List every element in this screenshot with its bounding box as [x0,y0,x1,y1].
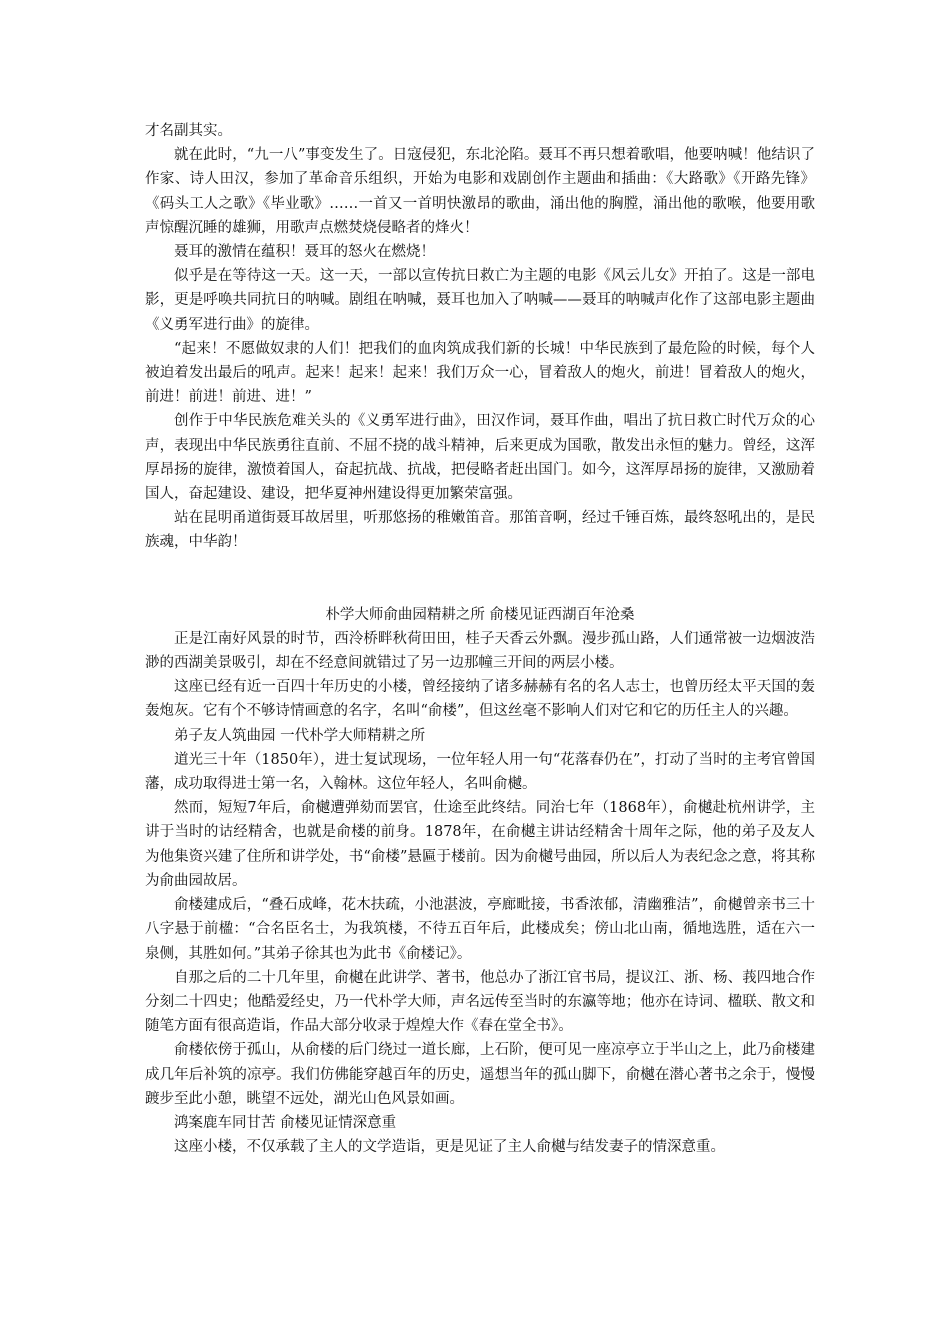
paragraph: 道光三十年（1850年），进士复试现场，一位年轻人用一句“花落春仍在”，打动了当时的主考官曾国藩，成功取得进士第一名，入翰林。这位年轻人，名叫俞樾。 [145,751,815,793]
paragraph: 创作于中华民族危难关头的《义勇军进行曲》，田汉作词，聂耳作曲，唱出了抗日救亡时代万众的心声，表现出中华民族勇往直前、不屈不挠的战斗精神，后来更成为国歌，散发出永恒的魅力。曾经，这浑厚昂扬的旋律，激愤着国人，奋起抗战、抗战，把侵略者赶出国门。如今，这浑厚昂扬的旋律，又激励着国人，奋起建设、建设，把华夏神州建设得更加繁荣富强。 [145,413,815,503]
anthem-lyrics-quote: “起来！不愿做奴隶的人们！把我们的血肉筑成我们新的长城！中华民族到了最危险的时候，每个人被迫着发出最后的吼声。起来！起来！起来！我们万众一心，冒着敌人的炮火，前进！冒着敌人的炮火，前进！前进！前进、进！” [145,340,815,406]
section-spacer [145,555,815,603]
article-title: 朴学大师俞曲园精耕之所 俞楼见证西湖百年沧桑 [325,606,635,623]
document-page [145,119,815,1159]
paragraph: 俞楼依傍于孤山，从俞楼的后门绕过一道长廊，上石阶，便可见一座凉亭立于半山之上，此乃俞楼建成几年后补筑的凉亭。我们仿佛能穿越百年的历史，遥想当年的孤山脚下，俞樾在潜心著书之余于，慢慢踱步至此小憩，眺望不远处，湖光山色风景如画。 [145,1042,815,1107]
paragraph: 然而，短短7年后，俞樾遭弹劾而罢官，仕途至此终结。同治七年（1868年），俞樾赴杭州讲学，主讲于当时的诂经精舍，也就是俞楼的前身。1878年，在俞樾主讲诂经精舍十周年之际，他的弟子及友人为他集资兴建了住所和讲学处，书“俞楼”悬匾于楼前。因为俞樾号曲园，所以后人为表纪念之意，将其称为俞曲园故居。 [145,800,815,889]
paragraph: 正是江南好风景的时节，西泠桥畔秋荷田田，桂子天香云外飘。漫步孤山路，人们通常被一边烟波浩渺的西湖美景吸引，却在不经意间就错过了另一边那幢三开间的两层小楼。 [145,630,815,672]
paragraph-continuation: 才名副其实。 [145,123,232,139]
paragraph: 自那之后的二十几年里，俞樾在此讲学、著书，他总办了浙江官书局，提议江、浙、杨、莪四地合作分刻二十四史；他酷爱经史，乃一代朴学大师，声名远传至当时的东瀛等地；他亦在诗词、楹联、散文和随笔方面有很高造诣，作品大部分收录于煌煌大作《春在堂全书》。 [145,969,815,1035]
paragraph: 就在此时，“九一八”事变发生了。日寇侵犯，东北沦陷。聂耳不再只想着歌唱，他要呐喊！他结识了作家、诗人田汉，参加了革命音乐组织，开始为电影和戏剧创作主题曲和插曲：《大路歌》《开路先锋》《码头工人之歌》《毕业歌》……一首又一首明快激昂的歌曲，涌出他的胸膛，涌出他的歌喉，他要用歌声惊醒沉睡的雄狮，用歌声点燃焚烧侵略者的烽火！ [145,147,815,236]
paragraph: 聂耳的激情在蕴积！聂耳的怒火在燃烧！ [174,244,435,261]
paragraph: 站在昆明甬道街聂耳故居里，听那悠扬的稚嫩笛音。那笛音啊，经过千锤百炼，最终怒吼出的，是民族魂，中华韵！ [145,510,815,551]
paragraph: 似乎是在等待这一天。这一天，一部以宣传抗日救亡为主题的电影《风云儿女》开拍了。这是一部电影，更是呼唤共同抗日的呐喊。剧组在呐喊，聂耳也加入了呐喊——聂耳的呐喊声化作了这部电影主题曲《义勇军进行曲》的旋律。 [145,268,815,333]
section-subheading: 鸿案鹿车同甘苦 俞楼见证情深意重 [174,1114,397,1131]
paragraph: 这座已经有近一百四十年历史的小楼，曾经接纳了诸多赫赫有名的名人志士，也曾历经太平天国的轰轰炮灰。它有个不够诗情画意的名字，名叫“俞楼”，但这丝毫不影响人们对它和它的历任主人的兴趣。 [145,679,815,720]
section-subheading: 弟子友人筑曲园 一代朴学大师精耕之所 [174,727,426,744]
paragraph: 这座小楼，不仅承载了主人的文学造诣，更是见证了主人俞樾与结发妻子的情深意重。 [174,1139,725,1156]
paragraph: 俞楼建成后，“叠石成峰，花木扶疏，小池湛波，亭廊毗接，书香浓郁，清幽雅洁”，俞樾曾亲书三十八字悬于前楹：“合名臣名士，为我筑楼，不待五百年后，此楼成矣；傍山北山南，循地选胜，适在六一泉侧，其胜如何。”其弟子徐其也为此书《俞楼记》。 [145,897,815,962]
